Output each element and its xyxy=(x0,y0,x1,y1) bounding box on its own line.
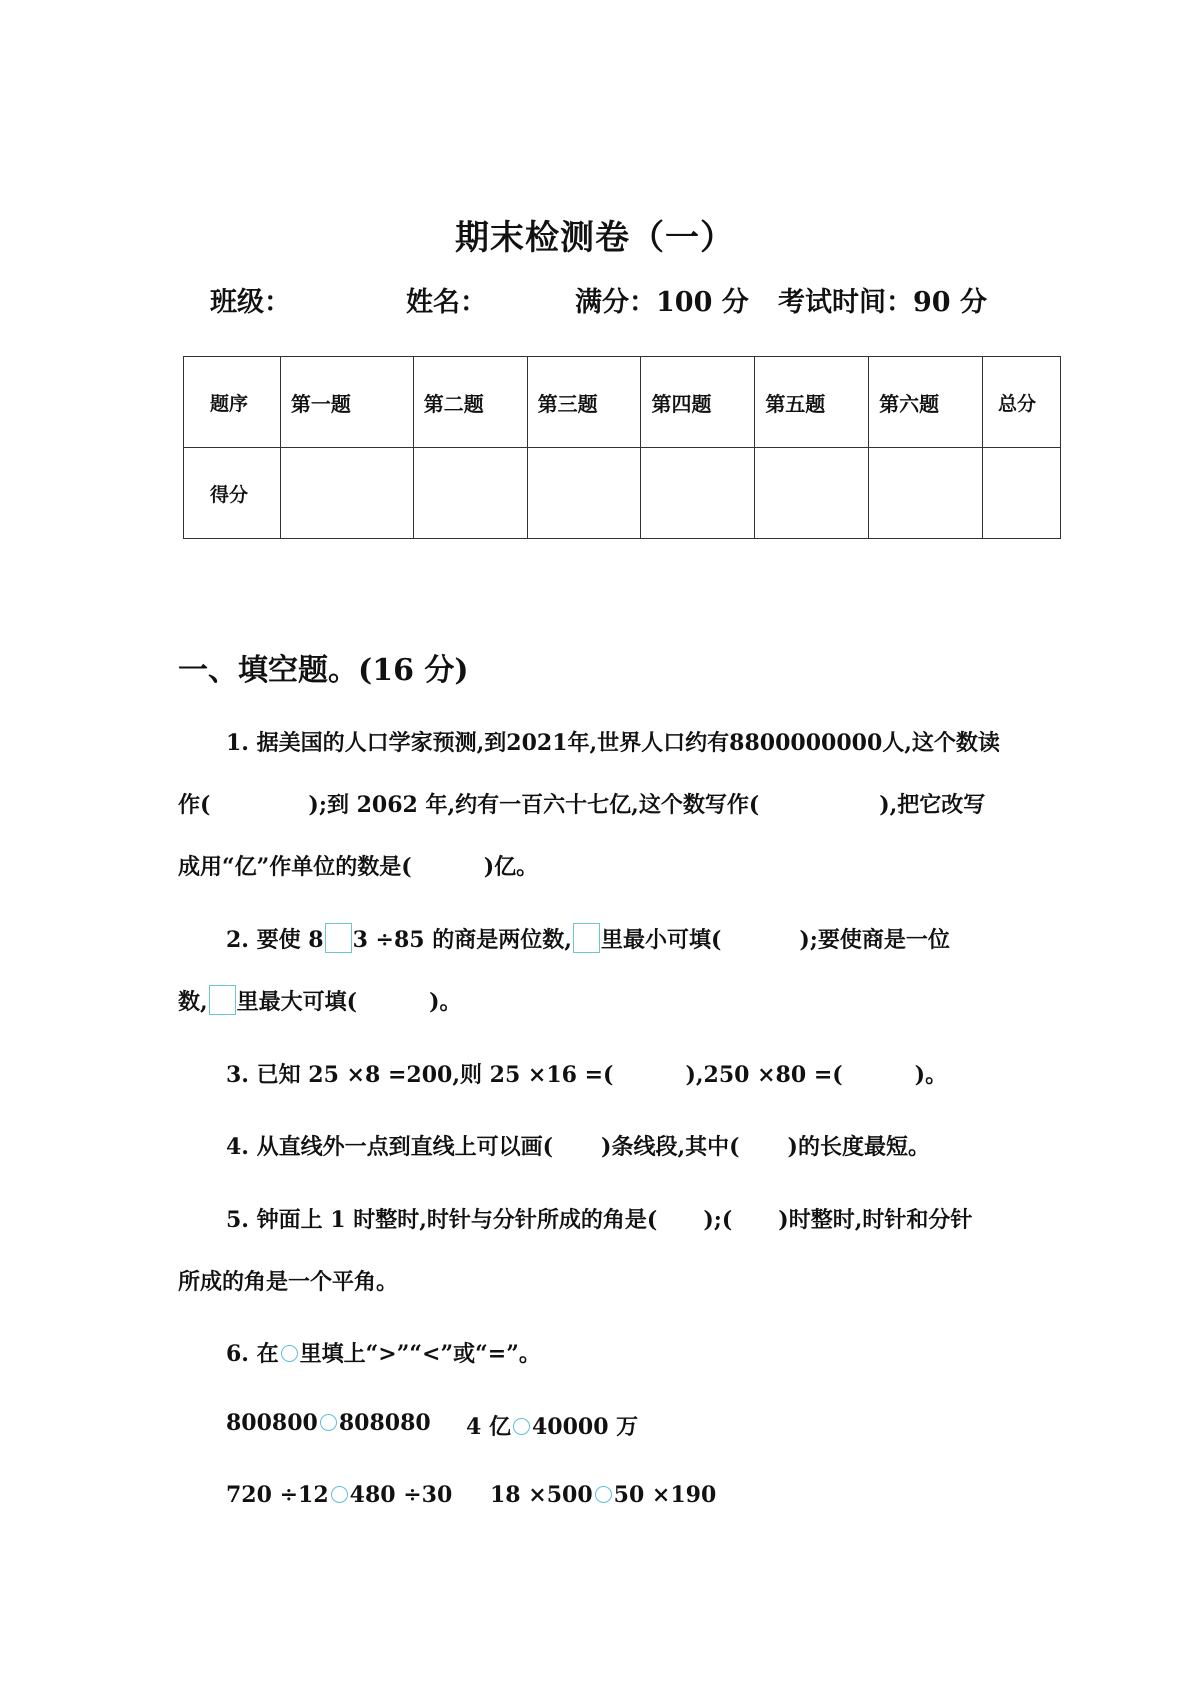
class-label: 班级： xyxy=(210,287,291,318)
compare-circle-icon xyxy=(281,1345,298,1362)
digit-box-icon xyxy=(325,923,352,953)
q2-line1: 2. 要使 8 3 ÷85 的商是两位数, 里最小可填( );要使商是一位 xyxy=(226,923,950,954)
header-cell-q5: 第五题 xyxy=(755,357,869,448)
q1-line1: 1. 据美国的人口学家预测,到2021年,世界人口约有8800000000人,这个数读 xyxy=(226,730,1000,756)
q2-line2: 数, 里最大可填( )。 xyxy=(178,985,462,1016)
header-cell-q1: 第一题 xyxy=(280,357,413,448)
compare-item: 720 ÷12 480 ÷30 xyxy=(226,1482,453,1508)
compare-circle-input[interactable] xyxy=(331,1486,348,1503)
score-row-label: 得分 xyxy=(184,448,281,539)
full-score: 满分：100 分 xyxy=(575,287,749,318)
q3-line: 3. 已知 25 ×8 =200,则 25 ×16 =( ),250 ×80 =( )。 xyxy=(226,1062,948,1088)
q5-line2: 所成的角是一个平角。 xyxy=(178,1269,399,1295)
q1-line3: 成用“亿”作单位的数是( )亿。 xyxy=(178,854,539,880)
score-table-score-row xyxy=(184,448,1061,539)
compare-circle-input[interactable] xyxy=(320,1414,337,1431)
section-title-fill-blank: 一、填空题。(16 分) xyxy=(178,653,469,688)
compare-item: 18 ×500 50 ×190 xyxy=(490,1482,717,1508)
digit-box-icon xyxy=(209,985,236,1015)
score-cell[interactable] xyxy=(280,448,413,539)
digit-box-icon xyxy=(573,923,600,953)
score-cell[interactable] xyxy=(641,448,755,539)
header-cell-q6: 第六题 xyxy=(869,357,983,448)
score-cell[interactable] xyxy=(869,448,983,539)
score-cell[interactable] xyxy=(755,448,869,539)
header-cell-order: 题序 xyxy=(184,357,281,448)
score-table-header-row xyxy=(184,357,1061,448)
header-cell-q3: 第三题 xyxy=(527,357,641,448)
header-cell-q4: 第四题 xyxy=(641,357,755,448)
q6-instruction: 6. 在 里填上“>”“<”或“=”。 xyxy=(226,1341,541,1367)
q4-line: 4. 从直线外一点到直线上可以画( )条线段,其中( )的长度最短。 xyxy=(226,1134,930,1160)
score-cell[interactable] xyxy=(983,448,1061,539)
header-cell-q2: 第二题 xyxy=(413,357,527,448)
score-cell[interactable] xyxy=(413,448,527,539)
exam-time: 考试时间：90 分 xyxy=(778,287,987,318)
q5-line1: 5. 钟面上 1 时整时,时针与分针所成的角是( );( )时整时,时针和分针 xyxy=(226,1207,973,1233)
header-cell-total: 总分 xyxy=(983,357,1061,448)
q1-line2: 作( );到 2062 年,约有一百六十七亿,这个数写作( ),把它改写 xyxy=(178,792,986,818)
compare-circle-input[interactable] xyxy=(513,1418,530,1435)
compare-item: 4 亿 40000 万 xyxy=(466,1414,639,1440)
score-table xyxy=(183,356,1061,539)
compare-item: 800800 808080 xyxy=(226,1410,431,1436)
name-label: 姓名： xyxy=(406,287,487,318)
compare-circle-input[interactable] xyxy=(595,1486,612,1503)
score-cell[interactable] xyxy=(527,448,641,539)
page-title: 期末检测卷（一） xyxy=(455,218,735,258)
